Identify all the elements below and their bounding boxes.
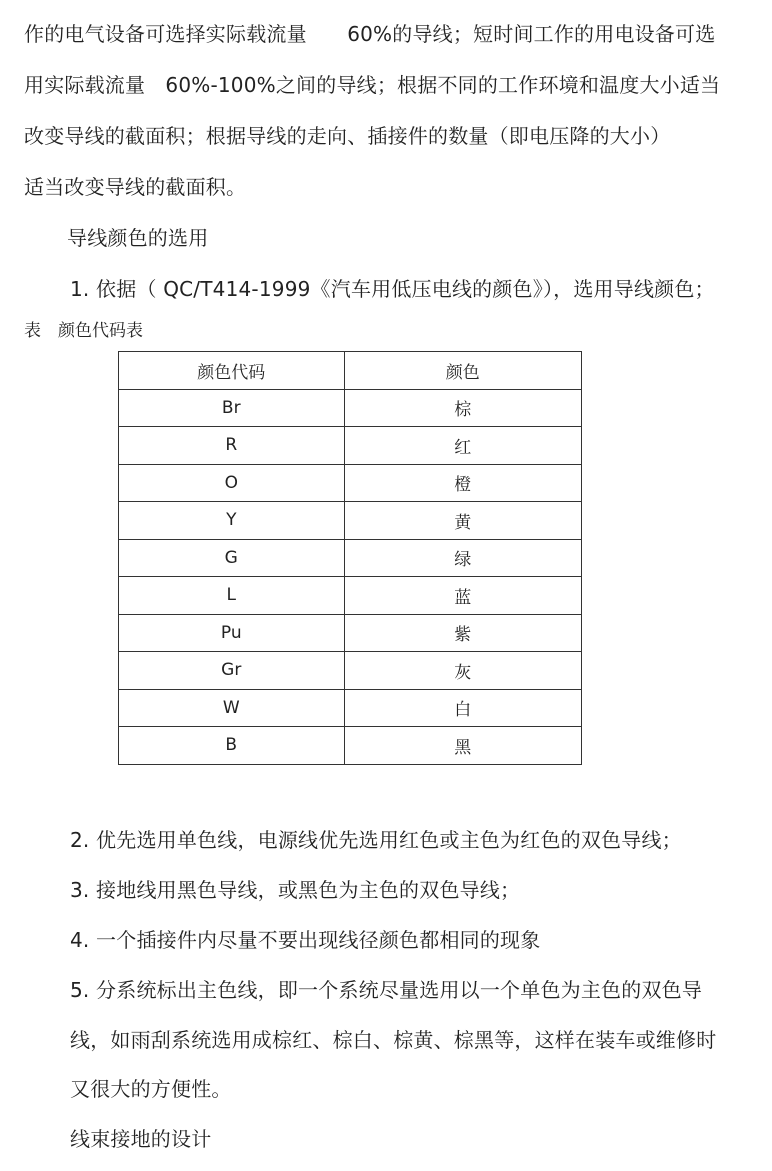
- cell-code: O: [119, 464, 345, 502]
- section-title-harness-grounding: 线束接地的设计: [70, 1127, 212, 1151]
- cell-color: 灰: [344, 652, 581, 690]
- table-row: [119, 727, 582, 765]
- section-title-color-selection: 导线颜色的选用: [67, 226, 209, 250]
- table-row: [119, 427, 582, 465]
- cell-code: W: [119, 689, 345, 727]
- cell-color: 蓝: [344, 577, 581, 615]
- table-caption: 表 颜色代码表: [24, 321, 143, 341]
- cell-code: R: [119, 427, 345, 465]
- cell-color: 橙: [344, 464, 581, 502]
- color-code-table: [118, 351, 582, 765]
- cell-color: 紫: [344, 614, 581, 652]
- cell-color: 黄: [344, 502, 581, 540]
- rule-5-line-1: 5. 分系统标出主色线，即一个系统尽量选用以一个单色为主色的双色导: [70, 978, 703, 1002]
- cell-code: L: [119, 577, 345, 615]
- cell-color: 白: [344, 689, 581, 727]
- intro-line-2: 用实际载流量 60%-100%之间的导线；根据不同的工作环境和温度大小适当: [24, 73, 721, 97]
- intro-line-3: 改变导线的截面积；根据导线的走向、插接件的数量（即电压降的大小）: [24, 124, 671, 148]
- table-row: [119, 614, 582, 652]
- rule-5-line-2: 线，如雨刮系统选用成棕红、棕白、棕黄、棕黑等，这样在装车或维修时: [70, 1028, 717, 1052]
- table-row: [119, 539, 582, 577]
- table-row: [119, 652, 582, 690]
- cell-code: Y: [119, 502, 345, 540]
- table-row: [119, 464, 582, 502]
- header-color-code: 颜色代码: [119, 352, 345, 390]
- rule-2: 2. 优先选用单色线，电源线优先选用红色或主色为红色的双色导线；: [70, 828, 682, 852]
- rule-1: 1. 依据（ QC/T414-1999《汽车用低压电线的颜色》），选用导线颜色；: [70, 277, 715, 301]
- table-row: [119, 389, 582, 427]
- cell-color: 棕: [344, 389, 581, 427]
- intro-line-1: 作的电气设备可选择实际载流量 60%的导线；短时间工作的用电设备可选: [24, 22, 716, 46]
- rule-3: 3. 接地线用黑色导线，或黑色为主色的双色导线；: [70, 878, 521, 902]
- table-row: [119, 689, 582, 727]
- cell-code: Gr: [119, 652, 345, 690]
- cell-color: 绿: [344, 539, 581, 577]
- header-color: 颜色: [344, 352, 581, 390]
- cell-code: Pu: [119, 614, 345, 652]
- cell-color: 红: [344, 427, 581, 465]
- intro-line-4: 适当改变导线的截面积。: [24, 175, 247, 199]
- cell-code: G: [119, 539, 345, 577]
- rule-5-line-3: 又很大的方便性。: [70, 1077, 232, 1101]
- cell-code: B: [119, 727, 345, 765]
- table-row: [119, 502, 582, 540]
- cell-code: Br: [119, 389, 345, 427]
- rule-4: 4. 一个插接件内尽量不要出现线径颜色都相同的现象: [70, 928, 541, 952]
- table-row: [119, 577, 582, 615]
- table-header-row: [119, 352, 582, 390]
- cell-color: 黑: [344, 727, 581, 765]
